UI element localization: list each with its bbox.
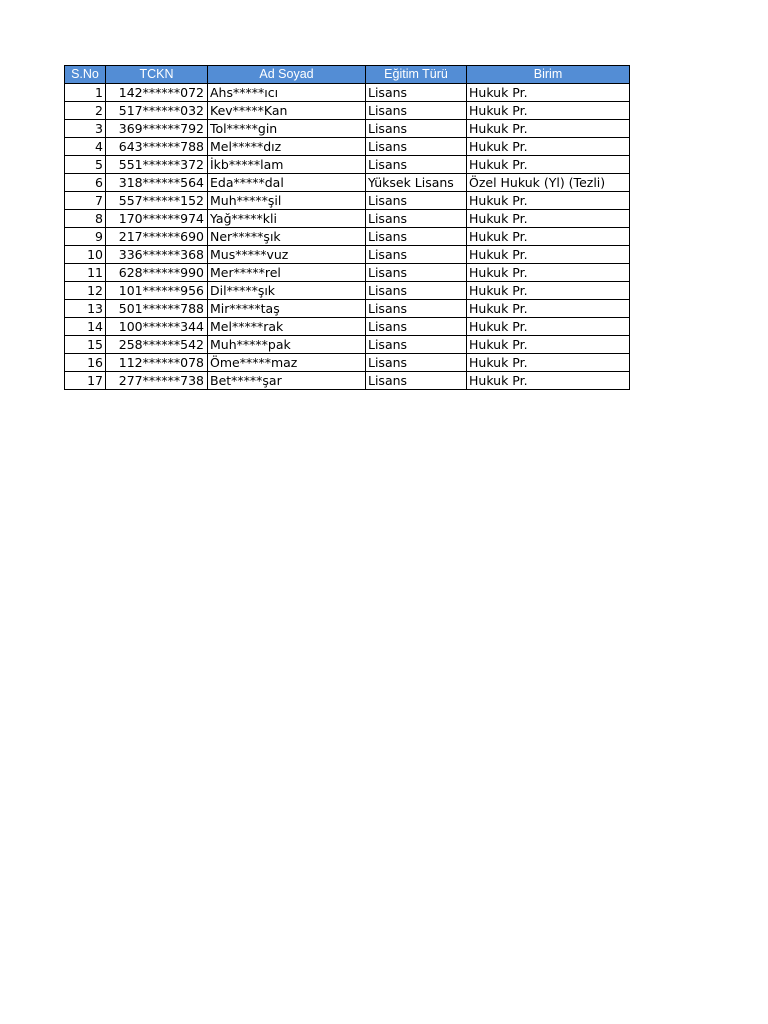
cell-unit: Hukuk Pr. — [467, 102, 630, 120]
table-row — [65, 246, 630, 264]
cell-name: Ahs*****ıcı — [208, 84, 366, 102]
table-row — [65, 336, 630, 354]
cell-sno: 17 — [65, 372, 106, 390]
cell-name: Dil*****şık — [208, 282, 366, 300]
cell-name: İkb*****lam — [208, 156, 366, 174]
cell-name: Mel*****rak — [208, 318, 366, 336]
cell-tckn: 142******072 — [106, 84, 208, 102]
cell-name: Muh*****pak — [208, 336, 366, 354]
cell-education-type: Lisans — [366, 282, 467, 300]
cell-tckn: 369******792 — [106, 120, 208, 138]
cell-unit: Özel Hukuk (Yl) (Tezli) — [467, 174, 630, 192]
cell-tckn: 217******690 — [106, 228, 208, 246]
cell-education-type: Lisans — [366, 336, 467, 354]
cell-sno: 10 — [65, 246, 106, 264]
table-row — [65, 102, 630, 120]
table-row — [65, 192, 630, 210]
cell-unit: Hukuk Pr. — [467, 300, 630, 318]
cell-tckn: 517******032 — [106, 102, 208, 120]
table-row — [65, 138, 630, 156]
cell-tckn: 100******344 — [106, 318, 208, 336]
cell-name: Eda*****dal — [208, 174, 366, 192]
header-row — [65, 66, 630, 84]
table-row — [65, 228, 630, 246]
cell-sno: 8 — [65, 210, 106, 228]
cell-unit: Hukuk Pr. — [467, 120, 630, 138]
cell-name: Mer*****rel — [208, 264, 366, 282]
cell-unit: Hukuk Pr. — [467, 354, 630, 372]
cell-name: Muh*****şil — [208, 192, 366, 210]
cell-sno: 13 — [65, 300, 106, 318]
cell-sno: 2 — [65, 102, 106, 120]
cell-name: Yağ*****kli — [208, 210, 366, 228]
table-row — [65, 264, 630, 282]
cell-sno: 15 — [65, 336, 106, 354]
cell-tckn: 336******368 — [106, 246, 208, 264]
cell-unit: Hukuk Pr. — [467, 192, 630, 210]
cell-name: Mel*****dız — [208, 138, 366, 156]
cell-education-type: Yüksek Lisans — [366, 174, 467, 192]
cell-tckn: 258******542 — [106, 336, 208, 354]
cell-education-type: Lisans — [366, 84, 467, 102]
cell-education-type: Lisans — [366, 354, 467, 372]
cell-name: Tol*****gin — [208, 120, 366, 138]
cell-sno: 1 — [65, 84, 106, 102]
table-row — [65, 210, 630, 228]
cell-name: Öme*****maz — [208, 354, 366, 372]
cell-education-type: Lisans — [366, 192, 467, 210]
cell-sno: 11 — [65, 264, 106, 282]
table-row — [65, 318, 630, 336]
cell-unit: Hukuk Pr. — [467, 372, 630, 390]
cell-unit: Hukuk Pr. — [467, 264, 630, 282]
cell-sno: 9 — [65, 228, 106, 246]
cell-tckn: 551******372 — [106, 156, 208, 174]
cell-sno: 7 — [65, 192, 106, 210]
cell-sno: 12 — [65, 282, 106, 300]
cell-sno: 3 — [65, 120, 106, 138]
table-row — [65, 120, 630, 138]
cell-unit: Hukuk Pr. — [467, 84, 630, 102]
cell-name: Kev*****Kan — [208, 102, 366, 120]
cell-unit: Hukuk Pr. — [467, 210, 630, 228]
cell-education-type: Lisans — [366, 138, 467, 156]
header-unit: Birim — [467, 66, 630, 84]
cell-sno: 16 — [65, 354, 106, 372]
cell-tckn: 318******564 — [106, 174, 208, 192]
cell-education-type: Lisans — [366, 372, 467, 390]
cell-tckn: 557******152 — [106, 192, 208, 210]
cell-name: Ner*****şık — [208, 228, 366, 246]
cell-name: Bet*****şar — [208, 372, 366, 390]
cell-tckn: 101******956 — [106, 282, 208, 300]
cell-unit: Hukuk Pr. — [467, 228, 630, 246]
cell-unit: Hukuk Pr. — [467, 246, 630, 264]
cell-education-type: Lisans — [366, 228, 467, 246]
table-body — [65, 84, 630, 390]
cell-education-type: Lisans — [366, 210, 467, 228]
table-header — [65, 66, 630, 84]
cell-unit: Hukuk Pr. — [467, 336, 630, 354]
cell-name: Mir*****taş — [208, 300, 366, 318]
cell-unit: Hukuk Pr. — [467, 318, 630, 336]
cell-education-type: Lisans — [366, 102, 467, 120]
cell-sno: 6 — [65, 174, 106, 192]
cell-tckn: 277******738 — [106, 372, 208, 390]
cell-tckn: 170******974 — [106, 210, 208, 228]
cell-unit: Hukuk Pr. — [467, 156, 630, 174]
header-name: Ad Soyad — [208, 66, 366, 84]
cell-sno: 4 — [65, 138, 106, 156]
header-sno: S.No — [65, 66, 106, 84]
cell-education-type: Lisans — [366, 264, 467, 282]
cell-unit: Hukuk Pr. — [467, 282, 630, 300]
cell-education-type: Lisans — [366, 120, 467, 138]
header-tckn: TCKN — [106, 66, 208, 84]
cell-unit: Hukuk Pr. — [467, 138, 630, 156]
cell-name: Mus*****vuz — [208, 246, 366, 264]
table-row — [65, 84, 630, 102]
cell-education-type: Lisans — [366, 318, 467, 336]
table-row — [65, 282, 630, 300]
cell-education-type: Lisans — [366, 300, 467, 318]
cell-tckn: 643******788 — [106, 138, 208, 156]
table-row — [65, 300, 630, 318]
header-education-type: Eğitim Türü — [366, 66, 467, 84]
table-row — [65, 156, 630, 174]
table-row — [65, 354, 630, 372]
table-row — [65, 174, 630, 192]
cell-tckn: 112******078 — [106, 354, 208, 372]
results-table — [64, 65, 630, 390]
cell-tckn: 501******788 — [106, 300, 208, 318]
cell-education-type: Lisans — [366, 156, 467, 174]
cell-sno: 5 — [65, 156, 106, 174]
cell-tckn: 628******990 — [106, 264, 208, 282]
table-row — [65, 372, 630, 390]
cell-education-type: Lisans — [366, 246, 467, 264]
cell-sno: 14 — [65, 318, 106, 336]
